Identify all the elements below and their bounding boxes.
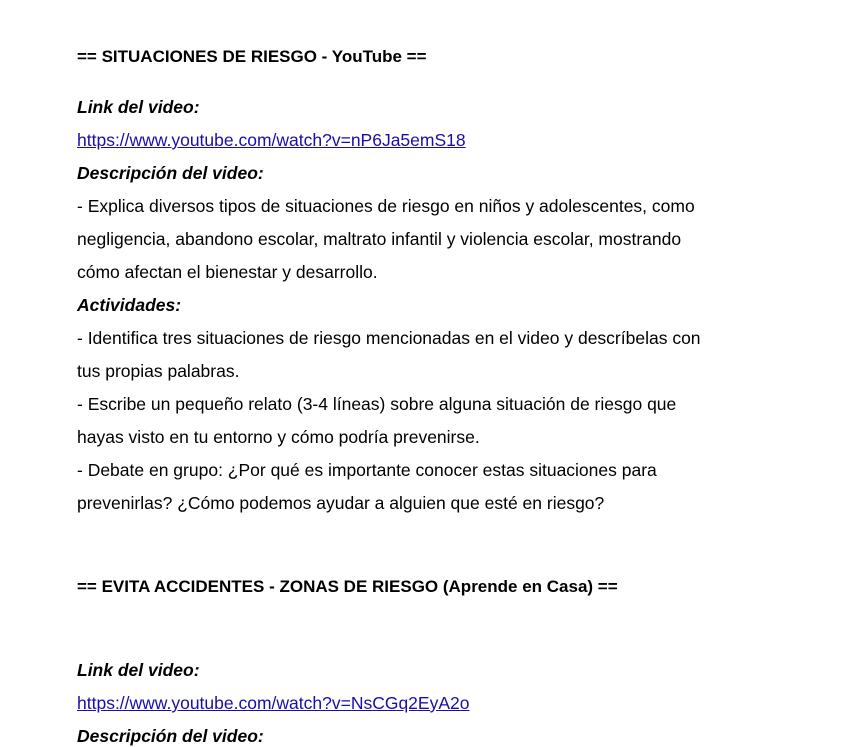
description-line: cómo afectan el bienestar y desarrollo. [77,262,378,282]
activity-line: tus propias palabras. [77,361,240,381]
section-title-evita-accidentes: == EVITA ACCIDENTES - ZONAS DE RIESGO (Aprende en Casa) == [77,577,618,596]
video-link-evita-accidentes[interactable]: https://www.youtube.com/watch?v=NsCGq2EyA2o [77,693,470,713]
activities-label: Actividades: [77,295,182,315]
activity-line: hayas visto en tu entorno y cómo podría prevenirse. [77,427,480,447]
description-line: - Explica diversos tipos de situaciones de riesgo en niños y adolescentes, como [77,196,695,216]
link-label: Link del video: [77,97,200,117]
video-link-situaciones[interactable]: https://www.youtube.com/watch?v=nP6Ja5emS18 [77,130,466,150]
description-label: Descripción del video: [77,726,264,746]
activity-line: prevenirlas? ¿Cómo podemos ayudar a alguien que esté en riesgo? [77,493,605,513]
description-line: negligencia, abandono escolar, maltrato infantil y violencia escolar, mostrando [77,229,682,249]
description-label: Descripción del video: [77,163,264,183]
activity-line: - Debate en grupo: ¿Por qué es importante conocer estas situaciones para [77,460,657,480]
section-title-situaciones: == SITUACIONES DE RIESGO - YouTube == [77,47,427,66]
activity-line: - Escribe un pequeño relato (3-4 líneas) sobre alguna situación de riesgo que [77,394,677,414]
activity-line: - Identifica tres situaciones de riesgo mencionadas en el video y descríbelas con [77,328,701,348]
link-label: Link del video: [77,660,200,680]
